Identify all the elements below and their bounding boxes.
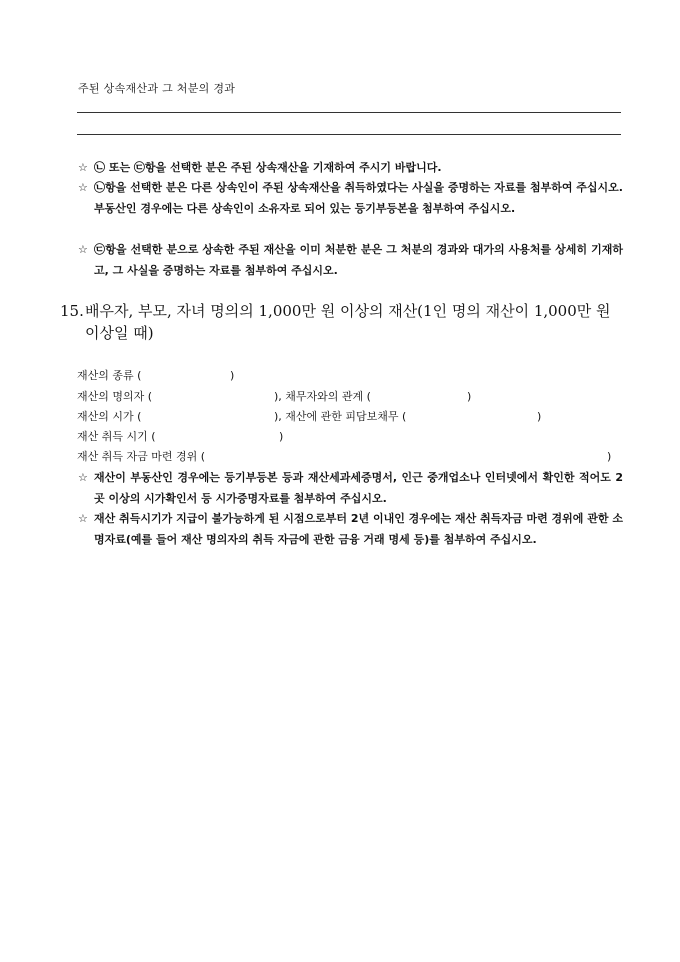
property-type-label: 재산의 종류 ( xyxy=(77,369,142,382)
property-holder-label: 재산의 명의자 ( xyxy=(77,390,153,403)
market-price-label: 재산의 시가 ( xyxy=(77,410,142,423)
field-row-acquisition-time xyxy=(77,429,637,445)
blank-answer-line-1 xyxy=(77,112,621,113)
note-item xyxy=(78,158,623,179)
note-item xyxy=(78,509,623,550)
relation-close: ) xyxy=(467,390,472,403)
note-item xyxy=(78,240,623,281)
property-type-close: ) xyxy=(230,369,235,382)
section-title-text: 배우자, 부모, 자녀 명의의 1,000만 원 이상의 재산(1인 명의 재산이 1,000만 원 이상일 때) xyxy=(85,302,611,342)
note-item xyxy=(78,178,623,219)
acquisition-time-close: ) xyxy=(279,430,284,443)
funding-source-close: ) xyxy=(607,450,612,463)
holder-close-relation-label: ), 채무자와의 관계 ( xyxy=(274,390,371,403)
star-icon: ☆ xyxy=(78,471,88,484)
note-text: 재산 취득시기가 지급이 불가능하게 된 시점으로부터 2년 이내인 경우에는 재산 취득자금 마련 경위에 관한 소명자료(예를 들어 재산 명의자의 취득 자금에 관한 금융 거래 명세 등)를 첨부하여 주십시오. xyxy=(94,512,623,546)
field-row-holder xyxy=(77,389,637,405)
note-text: ㉢항을 선택한 분으로 상속한 주된 재산을 이미 처분한 분은 그 처분의 경과와 대가의 사용처를 상세히 기재하고, 그 사실을 증명하는 자료를 첨부하여 주십시오. xyxy=(94,243,623,277)
field-row-funding xyxy=(77,449,622,465)
star-icon: ☆ xyxy=(78,243,88,256)
acquisition-time-label: 재산 취득 시기 ( xyxy=(77,430,156,443)
field-row-property-type xyxy=(77,368,637,384)
inheritance-disposal-heading: 주된 상속재산과 그 처분의 경과 xyxy=(78,82,236,95)
section-number: 15. xyxy=(60,302,84,320)
field-row-price xyxy=(77,409,637,425)
debt-close: ) xyxy=(537,410,542,423)
star-icon: ☆ xyxy=(78,181,88,194)
note-item xyxy=(78,468,623,509)
star-icon: ☆ xyxy=(78,512,88,525)
funding-source-label: 재산 취득 자금 마련 경위 ( xyxy=(77,450,206,463)
star-icon: ☆ xyxy=(78,161,88,174)
note-text: 재산이 부동산인 경우에는 등기부등본 등과 재산세과세증명서, 인근 중개업소나 인터넷에서 확인한 적어도 2곳 이상의 시가확인서 등 시가증명자료를 첨부하여 주십시오. xyxy=(94,471,623,505)
note-text: ㉡ 또는 ㉢항을 선택한 분은 주된 상속재산을 기재하여 주시기 바랍니다. xyxy=(94,161,442,174)
section-15-title xyxy=(60,300,622,344)
note-text: ㉡항을 선택한 분은 다른 상속인이 주된 상속재산을 취득하였다는 사실을 증명하는 자료를 첨부하여 주십시오. 부동산인 경우에는 다른 상속인이 소유자로 되어 있는 등기부등본을 첨부하여 주십시오. xyxy=(94,181,623,215)
price-close-debt-label: ), 재산에 관한 피담보채무 ( xyxy=(274,410,407,423)
blank-answer-line-2 xyxy=(77,134,621,135)
